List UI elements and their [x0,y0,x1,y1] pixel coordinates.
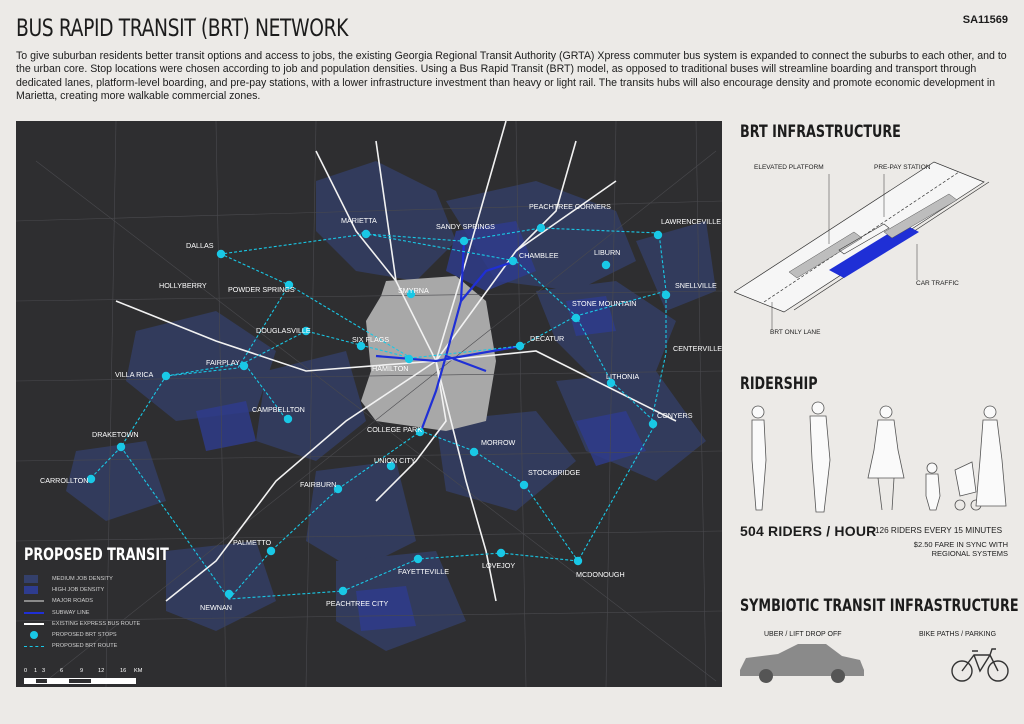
city-label: MCDONOUGH [576,570,625,579]
legend-item: SUBWAY LINE [24,607,224,618]
subway-swatch [24,612,44,614]
city-label: STONE MOUNTAIN [572,299,637,308]
riders-frequency: 126 RIDERS EVERY 15 MINUTES [875,526,1003,535]
city-label: FAIRPLAY [206,358,240,367]
legend-item: PROPOSED BRT ROUTE [24,641,224,652]
brt-stop[interactable] [217,250,225,258]
brt-stop[interactable] [520,481,528,489]
brt-stop[interactable] [662,291,670,299]
brt-stop[interactable] [460,237,468,245]
city-label: FAIRBURN [300,480,337,489]
city-label: CAMPBELLTON [252,405,305,414]
brt-stop[interactable] [572,314,580,322]
person-icon [752,420,766,510]
city-label: HOLLYBERRY [159,281,207,290]
legend-item: HIGH JOB DENSITY [24,584,224,595]
brt-stop[interactable] [602,261,610,269]
riders-per-hour: 504 RIDERS / HOUR [740,523,877,539]
brt-stop[interactable] [162,372,170,380]
city-label: LAWRENCEVILLE [661,217,722,226]
bike-label: BIKE PATHS / PARKING [919,631,997,638]
major-roads-swatch [24,600,44,602]
city-label: MORROW [481,438,516,447]
city-label: PEACHTREE CORNERS [529,202,611,211]
stroller-icon [955,462,976,496]
brt-route-swatch [24,646,44,647]
brt-stop-swatch [30,631,38,639]
brt-stop[interactable] [240,362,248,370]
brt-only-lane-label: BRT ONLY LANE [770,329,821,336]
high-density-swatch [24,586,38,594]
legend-item: MAJOR ROADS [24,596,224,607]
child-icon [926,474,940,510]
infrastructure-title: BRT INFRASTRUCTURE [740,122,901,142]
city-label: SMYRNA [398,286,429,295]
city-label: LITHONIA [606,372,640,381]
person-icon [812,402,824,414]
map-legend [24,573,224,652]
transit-map[interactable]: MARIETTA SANDY SPRINGS PEACHTREE CORNERS LAWRENCEVILLE DALLAS CHAMBLEE LIBURN HOLLYBERRY POWDER SPRINGS SMYRNA SNELLVILLE STONE MOUNTAIN DOUGLASVILLE SIX FLAGS DECATUR CENTERVILLE FAIRPLAY HAMILTON VILLA RICA LITHONIA CAMPBELLTON CONYERS COLLEGE PARK DRAKETOWN MORROW UNION CITY STOCKBRIDGE CARROLLTON FAIRBURN PALMETTO FAYETTEVILLE LOVEJOY MCDONOUGH NEWNAN PEACHTREE CITY PROPOSED TRANSIT MEDIUM JOB DENSITY HIGH JOB DENSITY MAJOR ROADS SUBWAY LINE EXISTING EXPRESS BUS ROUTE PROPOSED BRT STOPS PROPOSED BRT ROUTE 0 1 3 6 9 12 16 KM [16,121,722,687]
people-illustration [740,400,1010,518]
brt-axonometric-drawing [734,152,1014,352]
city-label: LOVEJOY [482,561,516,570]
fare-note: $2.50 FARE IN SYNC WITH REGIONAL SYSTEMS [913,540,1008,558]
city-label: PEACHTREE CITY [326,599,389,608]
city-label: DALLAS [186,241,214,250]
city-label: SNELLVILLE [675,281,717,290]
legend-item: MEDIUM JOB DENSITY [24,573,224,584]
brt-stop[interactable] [267,547,275,555]
page-title: BUS RAPID TRANSIT (BRT) NETWORK [16,14,349,42]
legend-item: EXISTING EXPRESS BUS ROUTE [24,618,224,629]
city-label: FAYETTEVILLE [398,567,449,576]
person-icon [880,406,892,418]
car-icon [738,640,868,684]
person-icon [752,406,764,418]
symbiotic-title: SYMBIOTIC TRANSIT INFRASTRUCTURE [740,596,1019,616]
brt-stop[interactable] [537,224,545,232]
person-icon [810,416,830,512]
pre-pay-station-label: PRE-PAY STATION [874,164,931,171]
brt-stop[interactable] [225,590,233,598]
brt-stop[interactable] [649,420,657,428]
brt-stop[interactable] [509,257,517,265]
city-label: PALMETTO [233,538,272,547]
city-label: LIBURN [594,248,621,257]
city-label: DRAKETOWN [92,430,139,439]
bicycle-icon [950,645,1010,683]
brt-stop[interactable] [470,448,478,456]
city-label: COLLEGE PARK [367,425,422,434]
medium-density-swatch [24,575,38,583]
brt-stop[interactable] [405,355,413,363]
person-icon [984,406,996,418]
intro-paragraph: To give suburban residents better transit options and access to jobs, the existing Georgia Regional Transit Authority (GRTA) Xpress commuter bus system is expanded to connect the suburbs to each other, and to the urban core. Stop locations were chosen according to job and population densities. Using a Bus Rapid Transit (BRT) model, as opposed to traditional buses will streamline boarding and transport through dedicated lanes, platform-level boarding, and pre-pay stations, with a lower infrastructure investment than heavy or light rail. The transits hubs will also encourage density and promote economic development in Marietta, creating more walkable commercial zones. [16,50,1007,103]
legend-title: PROPOSED TRANSIT [24,545,169,565]
car-traffic-label: CAR TRAFFIC [916,280,959,287]
express-bus-swatch [24,623,44,625]
city-label: DECATUR [530,334,565,343]
city-label: NEWNAN [200,603,232,612]
uber-label: UBER / LIFT DROP OFF [764,631,842,638]
brt-stop[interactable] [339,587,347,595]
city-label: UNION CITY [374,456,416,465]
person-icon [976,420,1006,506]
city-label: MARIETTA [341,216,377,225]
brt-stop[interactable] [414,555,422,563]
city-label: CENTERVILLE [673,344,722,353]
brt-stop[interactable] [516,342,524,350]
city-label: DOUGLASVILLE [256,326,311,335]
brt-stop[interactable] [362,230,370,238]
brt-stop[interactable] [654,231,662,239]
legend-item: PROPOSED BRT STOPS [24,629,224,640]
brt-infrastructure-diagram [734,152,1014,357]
child-icon [927,463,937,473]
elevated-platform-label: ELEVATED PLATFORM [754,164,824,171]
city-label: HAMILTON [372,364,409,373]
city-label: CONYERS [657,411,693,420]
city-label: CARROLLTON [40,476,89,485]
city-label: CHAMBLEE [519,251,559,260]
brt-stop[interactable] [574,557,582,565]
city-label: POWDER SPRINGS [228,285,295,294]
scale-bar [24,678,136,684]
person-icon [868,420,904,478]
city-label: STOCKBRIDGE [528,468,581,477]
brt-stop[interactable] [497,549,505,557]
brt-stop[interactable] [284,415,292,423]
ridership-title: RIDERSHIP [740,374,818,394]
sheet-id: SA11569 [962,14,1008,26]
brt-stop[interactable] [117,443,125,451]
city-label: SANDY SPRINGS [436,222,495,231]
city-label: SIX FLAGS [352,335,390,344]
city-label: VILLA RICA [115,370,154,379]
